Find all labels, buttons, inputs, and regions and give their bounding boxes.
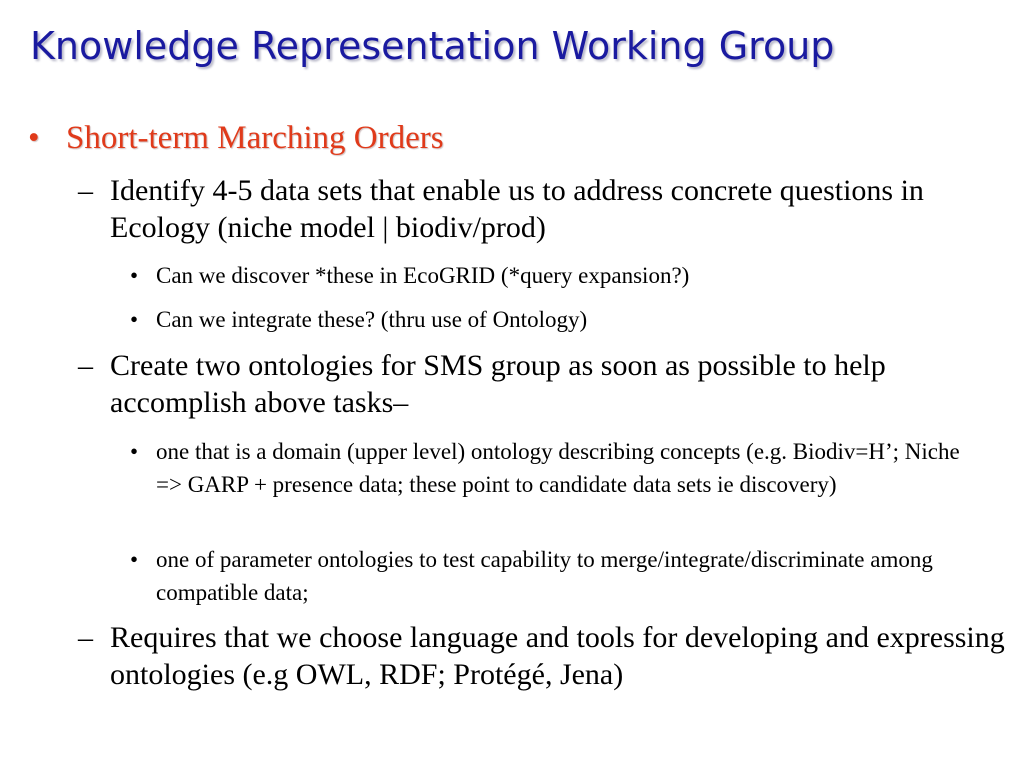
slide-title: Knowledge Representation Working Group: [30, 24, 835, 68]
sub-item-2-2: [130, 543, 990, 609]
dash-marker: –: [78, 174, 93, 207]
dot-marker: •: [130, 307, 139, 332]
sub-item-text: Can we discover *these in EcoGRID (*query expansion?): [156, 263, 690, 288]
dash-item-1: [78, 172, 1008, 246]
dash-item-text: Requires that we choose language and tools for developing and expressing ontologies (e.g OWL, RDF; Protégé, Jena): [110, 621, 1005, 691]
heading-bullet: [28, 116, 444, 160]
dot-marker: •: [130, 439, 139, 464]
dash-item-text: Identify 4-5 data sets that enable us to address concrete questions in Ecology (niche model | biodiv/prod): [110, 174, 924, 244]
heading-text: Short-term Marching Orders: [66, 120, 444, 156]
sub-item-1-2: [130, 303, 990, 336]
dash-marker: –: [78, 349, 93, 382]
dot-marker: •: [130, 263, 139, 288]
bullet-marker: •: [28, 120, 40, 156]
dash-item-2: [78, 347, 1008, 421]
dash-item-3: [78, 619, 1008, 693]
sub-item-text: Can we integrate these? (thru use of Ontology): [156, 307, 588, 332]
sub-item-1-1: [130, 259, 990, 292]
sub-item-text: one that is a domain (upper level) ontology describing concepts (e.g. Biodiv=H’; Niche => GARP + presence data; these point to candidate data sets ie discovery): [156, 439, 960, 497]
dash-item-text: Create two ontologies for SMS group as soon as possible to help accomplish above tasks–: [110, 349, 886, 419]
dot-marker: •: [130, 547, 139, 572]
sub-item-text: one of parameter ontologies to test capability to merge/integrate/discriminate among compatible data;: [156, 547, 933, 605]
dash-marker: –: [78, 621, 93, 654]
sub-item-2-1: [130, 435, 990, 501]
